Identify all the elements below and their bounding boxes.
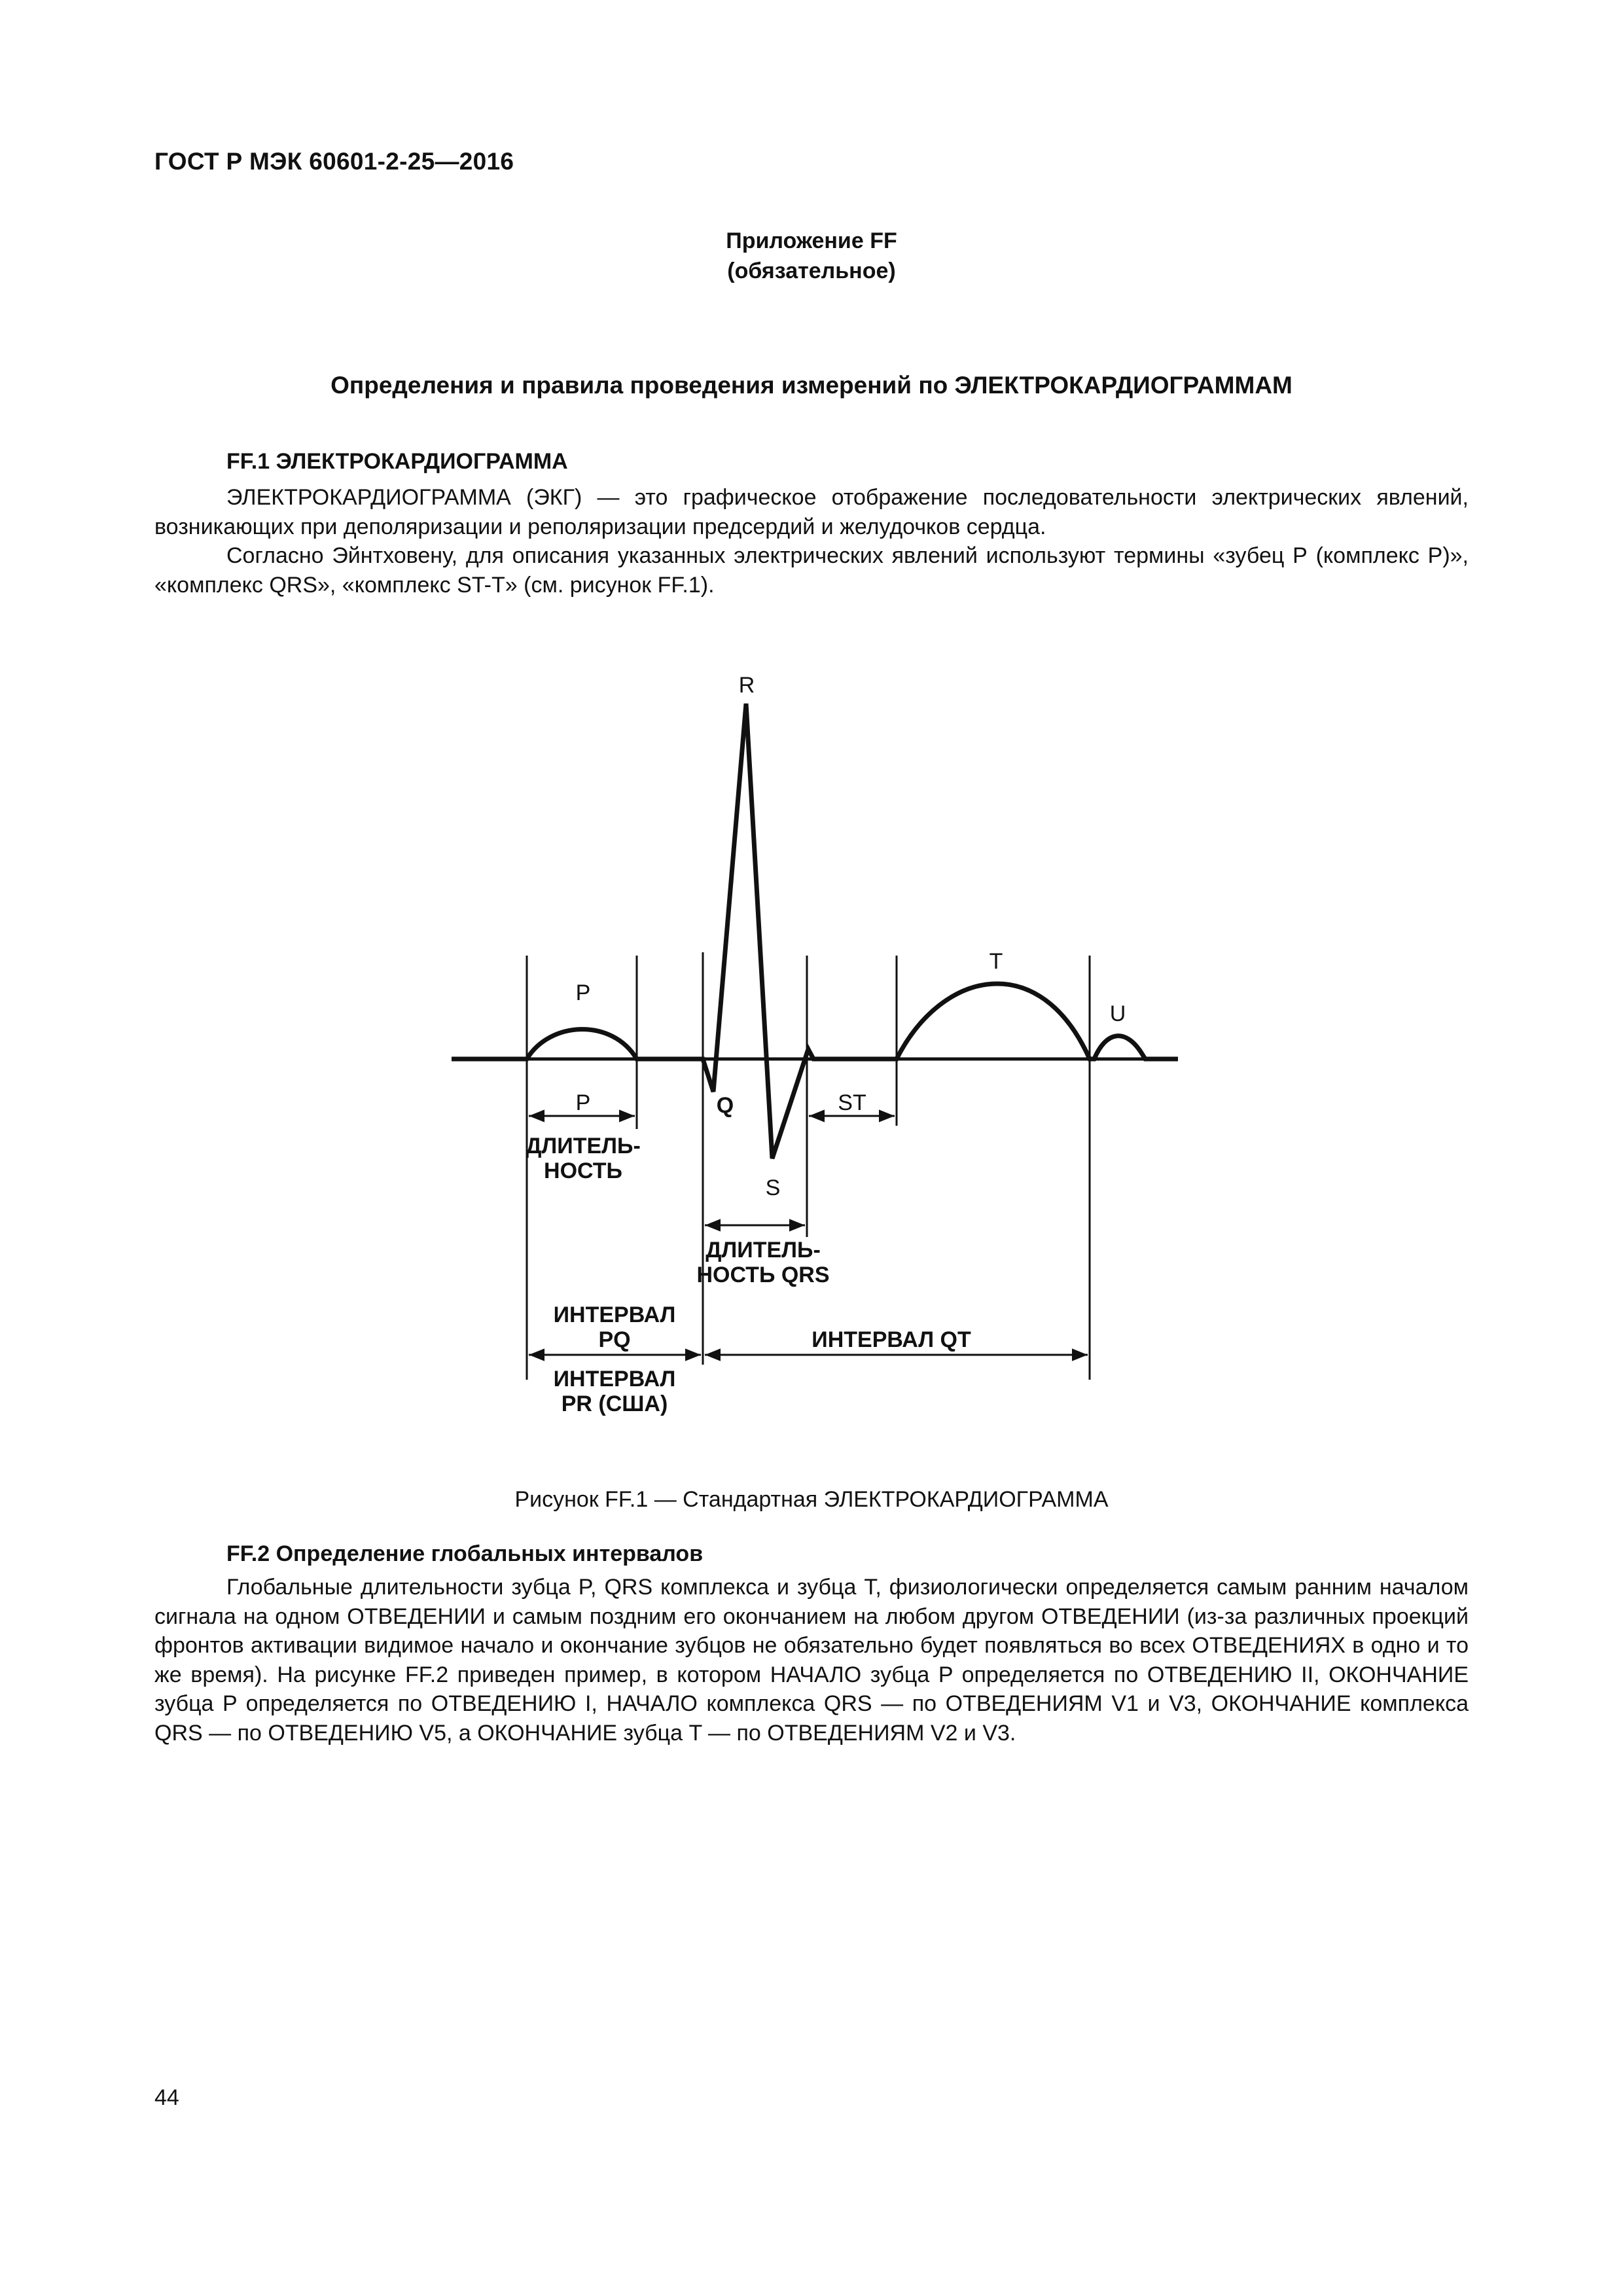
label-st: ST (838, 1090, 866, 1115)
label-pr-interval-word2: PR (США) (561, 1391, 668, 1416)
page-number: 44 (154, 2085, 179, 2110)
paragraph: ЭЛЕКТРОКАРДИОГРАММА (ЭКГ) — это графическое отображение последовательности электрических явлений, возникающих при деполяризации и реполяризации предсердий и желудочков сердца. (154, 485, 1469, 539)
document-header: ГОСТ Р МЭК 60601-2-25—2016 (154, 148, 514, 175)
label-p-duration-word2: НОСТЬ (544, 1158, 622, 1183)
ecg-waveform (452, 704, 1178, 1158)
label-p-duration: P (575, 1090, 591, 1115)
label-pq-interval-word2: PQ (598, 1327, 631, 1352)
label-qrs-duration-word2: НОСТЬ QRS (696, 1263, 830, 1287)
label-pq-interval-word1: ИНТЕРВАЛ (553, 1302, 676, 1327)
figure-caption: Рисунок FF.1 — Стандартная ЭЛЕКТРОКАРДИОГРАММА (514, 1487, 1109, 1512)
paragraph: Согласно Эйнтховену, для описания указанных электрических явлений используют термины «зубец Р (комплекс Р)», «комплекс QRS», «комплекс ST-T» (см. рисунок FF.1). (154, 543, 1469, 598)
page-title: Определения и правила проведения измерений по ЭЛЕКТРОКАРДИОГРАММАМ (330, 372, 1293, 399)
section-heading-ff2: FF.2 Определение глобальных интервалов (226, 1541, 704, 1566)
label-q: Q (716, 1093, 734, 1118)
annex-title: Приложение FF (726, 228, 897, 253)
label-s: S (765, 1175, 781, 1200)
label-qt-interval: ИНТЕРВАЛ QT (812, 1327, 971, 1352)
section-heading-ff1: FF.1 ЭЛЕКТРОКАРДИОГРАММА (226, 449, 568, 474)
label-p-wave: P (575, 980, 591, 1005)
section-ff2-body (154, 1573, 1469, 1748)
label-t: T (989, 949, 1003, 974)
label-p-duration-word1: ДЛИТЕЛЬ- (526, 1134, 641, 1158)
label-qrs-duration-word1: ДЛИТЕЛЬ- (705, 1238, 821, 1263)
annex-status: (обязательное) (727, 259, 896, 283)
label-r: R (738, 673, 755, 698)
label-pr-interval-word1: ИНТЕРВАЛ (553, 1367, 676, 1391)
label-u: U (1109, 1001, 1126, 1026)
paragraph: Глобальные длительности зубца P, QRS комплекса и зубца T, физиологически определяется самым ранним началом сигнала на одном ОТВЕДЕНИИ и самым поздним его окончанием на любом другом ОТВЕДЕНИИ (из-за различных проекций фронтов активации видимое начало и окончание зубцов не обязательно будет появляться во всех ОТВЕДЕНИЯХ в одно и то же время). На рисунке FF.2 приведен пример, в котором НАЧАЛО зубца P определяется по ОТВЕДЕНИЮ II, ОКОНЧАНИЕ зубца P определяется по ОТВЕДЕНИЮ I, НАЧАЛО комплекса QRS — по ОТВЕДЕНИЯМ V1 и V3, ОКОНЧАНИЕ комплекса QRS — по ОТВЕДЕНИЮ V5, а ОКОНЧАНИЕ зубца T — по ОТВЕДЕНИЯМ V2 и V3. (154, 1575, 1469, 1746)
